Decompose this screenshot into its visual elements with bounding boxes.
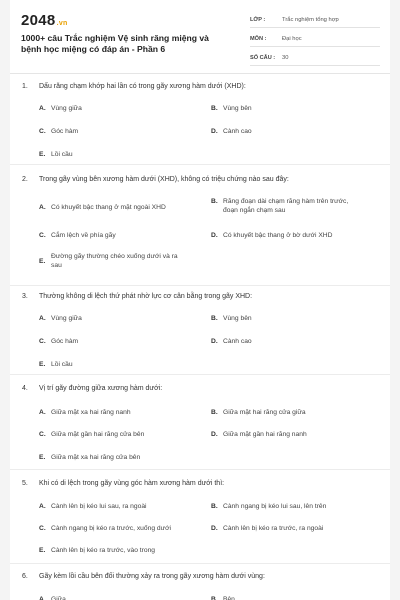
question-body: Gãy kèm lồi cầu bên đối thường xảy ra trong gãy xương hàm dưới vùng: xyxy=(39,573,265,580)
document-meta xyxy=(250,13,380,70)
option-letter: A. xyxy=(39,204,46,211)
option-text: Vùng bên xyxy=(223,105,252,112)
question-number: 5. xyxy=(22,480,28,487)
option-letter: B. xyxy=(211,105,218,112)
option-text: Đường gãy thường chéo xuống dưới và ra sau xyxy=(51,253,178,269)
question-divider xyxy=(10,374,390,375)
option-b[interactable] xyxy=(211,502,361,511)
logo-suffix: .vn xyxy=(56,20,68,27)
option-letter: A. xyxy=(39,596,46,600)
option-letter: E. xyxy=(39,361,46,368)
option-text: Vùng giữa xyxy=(51,105,82,112)
option-text: Giữa mặt gần hai răng nanh xyxy=(223,431,307,438)
option-text: Bên xyxy=(223,596,235,600)
option-text: Có khuyết bậc thang ở mặt ngoài XHD xyxy=(51,204,166,211)
option-d[interactable] xyxy=(211,524,361,533)
option-text: Cành ngang bị kéo ra trước, xuống dưới xyxy=(51,525,171,532)
option-b[interactable] xyxy=(211,314,361,323)
option-letter: E. xyxy=(39,454,46,461)
option-c[interactable] xyxy=(39,524,199,533)
option-letter: C. xyxy=(39,525,46,532)
option-letter: C. xyxy=(39,232,46,239)
option-a[interactable] xyxy=(39,408,199,417)
option-text: Cành cao xyxy=(223,338,252,345)
option-a[interactable] xyxy=(39,595,199,600)
option-letter: C. xyxy=(39,128,46,135)
option-a[interactable] xyxy=(39,502,199,511)
option-a[interactable] xyxy=(39,104,199,113)
question-text xyxy=(22,479,380,489)
option-c[interactable] xyxy=(39,231,199,240)
option-letter: B. xyxy=(211,409,218,416)
option-text: Vùng giữa xyxy=(51,315,82,322)
option-b[interactable] xyxy=(211,104,361,113)
option-letter: D. xyxy=(211,128,218,135)
option-text: Lồi cầu xyxy=(51,361,73,368)
option-letter: A. xyxy=(39,503,46,510)
option-text: Vùng bên xyxy=(223,315,252,322)
option-text: Cành ngang bị kéo lui sau, lên trên xyxy=(223,503,327,510)
question-divider xyxy=(10,469,390,470)
option-letter: A. xyxy=(39,315,46,322)
option-e[interactable] xyxy=(39,150,199,159)
meta-value: Đại học xyxy=(282,36,302,42)
question-number: 3. xyxy=(22,293,28,300)
question-text xyxy=(22,82,380,92)
option-letter: A. xyxy=(39,409,46,416)
site-logo[interactable] xyxy=(21,12,68,29)
option-text: Góc hàm xyxy=(51,128,79,135)
option-a[interactable] xyxy=(39,203,199,212)
meta-row-class xyxy=(250,13,380,28)
meta-row-subject xyxy=(250,32,380,47)
option-text: Giữa xyxy=(51,596,66,600)
option-d[interactable] xyxy=(211,127,361,136)
option-d[interactable] xyxy=(211,337,361,346)
option-text: Cành lên bị kéo lui sau, ra ngoài xyxy=(51,503,147,510)
option-letter: A. xyxy=(39,105,46,112)
option-text: Cành cao xyxy=(223,128,252,135)
option-letter: D. xyxy=(211,338,218,345)
option-letter: D. xyxy=(211,232,218,239)
option-text: Có khuyết bậc thang ở bờ dưới XHD xyxy=(223,232,333,239)
option-letter: C. xyxy=(39,338,46,345)
option-letter: B. xyxy=(211,503,218,510)
option-text: Giữa mặt gần hai răng cửa bên xyxy=(51,431,145,438)
question-body: Thường không di lệch thứ phát nhờ lực cơ cân bằng trong gãy XHD: xyxy=(39,293,253,300)
question-text xyxy=(22,292,380,302)
question-divider xyxy=(10,285,390,286)
question-number: 6. xyxy=(22,573,28,580)
option-c[interactable] xyxy=(39,337,199,346)
option-text: Răng đoạn dài chạm răng hàm trên trước, đoạn ngắn chạm sau xyxy=(223,198,349,214)
option-e[interactable] xyxy=(39,252,189,270)
option-letter: D. xyxy=(211,525,218,532)
option-d[interactable] xyxy=(211,430,361,439)
option-b[interactable] xyxy=(211,197,361,215)
option-b[interactable] xyxy=(211,595,361,600)
question-body: Dấu răng chạm khớp hai lần có trong gãy xương hàm dưới (XHD): xyxy=(39,83,246,90)
option-e[interactable] xyxy=(39,546,199,555)
question-number: 1. xyxy=(22,83,28,90)
option-letter: B. xyxy=(211,596,218,600)
option-letter: B. xyxy=(211,198,218,205)
question-divider xyxy=(10,563,390,564)
option-e[interactable] xyxy=(39,453,199,462)
document-page xyxy=(10,0,390,600)
question-text xyxy=(22,384,380,394)
option-d[interactable] xyxy=(211,231,361,240)
option-letter: B. xyxy=(211,315,218,322)
option-letter: E. xyxy=(39,547,46,554)
option-c[interactable] xyxy=(39,430,199,439)
question-body: Khi có di lệch trong gãy vùng góc hàm xương hàm dưới thì: xyxy=(39,480,225,487)
option-c[interactable] xyxy=(39,127,199,136)
document-header xyxy=(10,0,390,74)
question-number: 2. xyxy=(22,176,28,183)
option-letter: E. xyxy=(39,258,46,265)
meta-label: SỐ CÂU : xyxy=(250,55,276,61)
option-a[interactable] xyxy=(39,314,199,323)
option-text: Cắm lệch về phía gãy xyxy=(51,232,116,239)
option-letter: C. xyxy=(39,431,46,438)
option-text: Cành lên bị kéo ra trước, ra ngoài xyxy=(223,525,324,532)
option-text: Giữa mặt xa hai răng cửa bên xyxy=(51,454,141,461)
option-e[interactable] xyxy=(39,360,199,369)
header-divider xyxy=(10,73,390,74)
option-text: Góc hàm xyxy=(51,338,79,345)
question-body: Vị trí gãy đường giữa xương hàm dưới: xyxy=(39,385,163,392)
question-number: 4. xyxy=(22,385,28,392)
meta-value: 30 xyxy=(282,55,289,61)
question-body: Trong gãy vùng bên xương hàm dưới (XHD), không có triệu chứng nào sau đây: xyxy=(39,176,289,183)
option-text: Cành lên bị kéo ra trước, vào trong xyxy=(51,547,156,554)
meta-label: LỚP : xyxy=(250,17,266,23)
document-title: 1000+ câu Trắc nghiệm Vệ sinh răng miệng và bệnh học miệng có đáp án - Phần 6 xyxy=(21,33,209,54)
meta-label: MÔN : xyxy=(250,36,267,42)
option-letter: E. xyxy=(39,151,46,158)
option-letter: D. xyxy=(211,431,218,438)
option-text: Lồi cầu xyxy=(51,151,73,158)
option-text: Giữa mặt hai răng cửa giữa xyxy=(223,409,306,416)
meta-row-count xyxy=(250,51,380,66)
option-b[interactable] xyxy=(211,408,361,417)
meta-value: Trắc nghiệm tổng hợp xyxy=(282,17,339,23)
question-text xyxy=(22,572,380,582)
option-text: Giữa mặt xa hai răng nanh xyxy=(51,409,131,416)
question-text xyxy=(22,175,380,185)
question-divider xyxy=(10,164,390,165)
logo-text: 2048 xyxy=(21,12,56,29)
